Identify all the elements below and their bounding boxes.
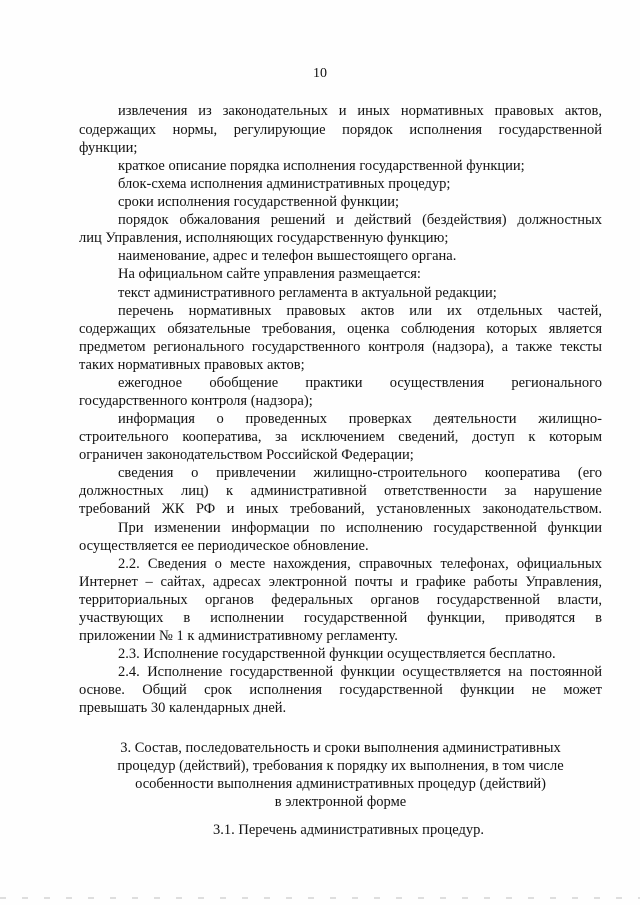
section-heading-line: в электронной форме [274,794,407,810]
text-line: содержащих обязательные требования, оценка соблюдения которых является [79,321,602,337]
text-line: ограничен законодательством Российской Федерации; [79,447,414,463]
text-line: государственного контроля (надзора); [79,393,313,409]
text-line: участвующих в исполнении государственной функции, приводятся в [79,610,602,626]
text-line: приложении № 1 к административному регламенту. [79,628,398,644]
text-line: перечень нормативных правовых актов или их отдельных частей, [118,303,602,319]
text-line: 2.3. Исполнение государственной функции осуществляется бесплатно. [118,646,556,662]
text-line: строительного кооператива, за исключением сведений, доступ к которым [79,429,602,445]
subsection-heading: 3.1. Перечень административных процедур. [213,822,484,838]
text-line: ежегодное обобщение практики осуществления регионального [118,375,602,391]
text-line: предметом регионального государственного контроля (надзора), а также тексты [79,339,602,355]
text-line: текст административного регламента в актуальной редакции; [118,285,497,301]
text-line: содержащих нормы, регулирующие порядок исполнения государственной [79,122,602,138]
text-line: информация о проведенных проверках деятельности жилищно- [118,411,602,427]
text-line: основе. Общий срок исполнения государственной функции не может [79,682,602,698]
text-line: 2.2. Сведения о месте нахождения, справочных телефонах, официальных [118,556,602,572]
page-number: 10 [313,66,327,81]
text-line: порядок обжалования решений и действий (бездействия) должностных [118,212,602,228]
text-line: функции; [79,140,138,156]
text-line: лиц Управления, исполняющих государственную функцию; [79,230,449,246]
text-line: территориальных органов федеральных органов государственной власти, [79,592,602,608]
text-line: краткое описание порядка исполнения государственной функции; [118,158,525,174]
text-line: требований ЖК РФ и иных требований, установленных законодательством. [79,501,602,517]
text-line: наименование, адрес и телефон вышестоящего органа. [118,248,457,264]
text-line: На официальном сайте управления размещается: [118,266,421,282]
text-line: При изменении информации по исполнению государственной функции [118,520,602,536]
section-heading-line: особенности выполнения административных процедур (действий) [135,776,546,792]
section-heading-line: процедур (действий), требования к порядку их выполнения, в том числе [117,758,564,774]
text-line: 2.4. Исполнение государственной функции осуществляется на постоянной [118,664,602,680]
text-line: таких нормативных правовых актов; [79,357,305,373]
text-line: блок-схема исполнения административных процедур; [118,176,451,192]
text-line: Интернет – сайтах, адресах электронной почты и графике работы Управления, [79,574,602,590]
text-line: должностных лиц) к административной ответственности за нарушение [79,483,602,499]
text-line: сроки исполнения государственной функции; [118,194,399,210]
text-line: сведения о привлечении жилищно-строительного кооператива (его [118,465,602,481]
section-heading-line: 3. Состав, последовательность и сроки выполнения административных [120,740,561,756]
text-line: извлечения из законодательных и иных нормативных правовых актов, [118,103,602,119]
text-line: превышать 30 календарных дней. [79,700,287,716]
scan-artifact [0,897,640,899]
text-line: осуществляется ее периодическое обновление. [79,538,369,554]
